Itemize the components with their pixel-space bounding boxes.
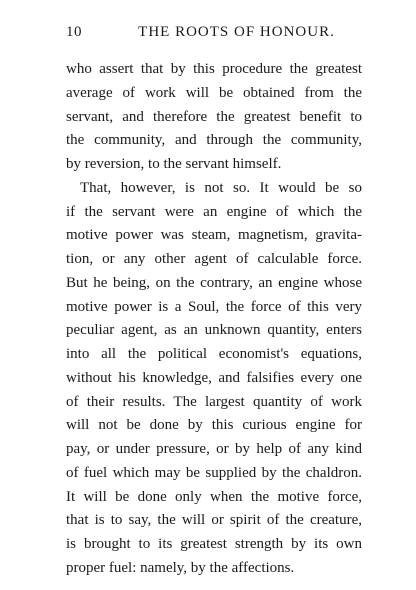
text-line: into all the political economist's equations, <box>66 346 362 362</box>
text-line: is brought to its greatest strength by its own <box>66 536 362 552</box>
paragraph <box>66 177 362 581</box>
text-line: tion, or any other agent of calculable force. <box>66 251 362 267</box>
text-line: who assert that by this procedure the greatest <box>66 61 362 77</box>
text-line: pay, or under pressure, or by help of any kind <box>66 441 362 457</box>
body-text <box>66 58 362 581</box>
paragraph <box>66 58 362 177</box>
running-title: THE ROOTS OF HONOUR. <box>138 24 335 40</box>
text-line: proper fuel: namely, by the affections. <box>66 559 295 576</box>
text-line: of fuel which may be supplied by the chaldron. <box>66 464 362 481</box>
text-line: peculiar agent, as an unknown quantity, enters <box>66 322 362 339</box>
text-line: But he being, on the contrary, an engine whose <box>66 274 362 291</box>
text-line: motive power is a Soul, the force of this very <box>66 298 362 315</box>
text-line: It will be done only when the motive force, <box>66 488 362 505</box>
text-line: That, however, is not so. It would be so <box>80 179 362 196</box>
page-number: 10 <box>66 24 82 40</box>
text-line: of their results. The largest quantity of work <box>66 393 362 410</box>
text-line: if the servant were an engine of which the <box>66 203 362 220</box>
text-line: that is to say, the will or spirit of the creature, <box>66 512 362 529</box>
text-line: will not be done by this curious engine for <box>66 417 362 434</box>
page-header <box>66 24 366 44</box>
text-line: without his knowledge, and falsifies every one <box>66 369 362 386</box>
text-line: the community, and through the community, <box>66 132 362 149</box>
text-line: servant, and therefore the greatest benefit to <box>66 108 362 125</box>
text-line: motive power was steam, magnetism, gravita- <box>66 227 362 244</box>
text-line: by reversion, to the servant himself. <box>66 156 282 172</box>
text-line: average of work will be obtained from the <box>66 84 362 101</box>
